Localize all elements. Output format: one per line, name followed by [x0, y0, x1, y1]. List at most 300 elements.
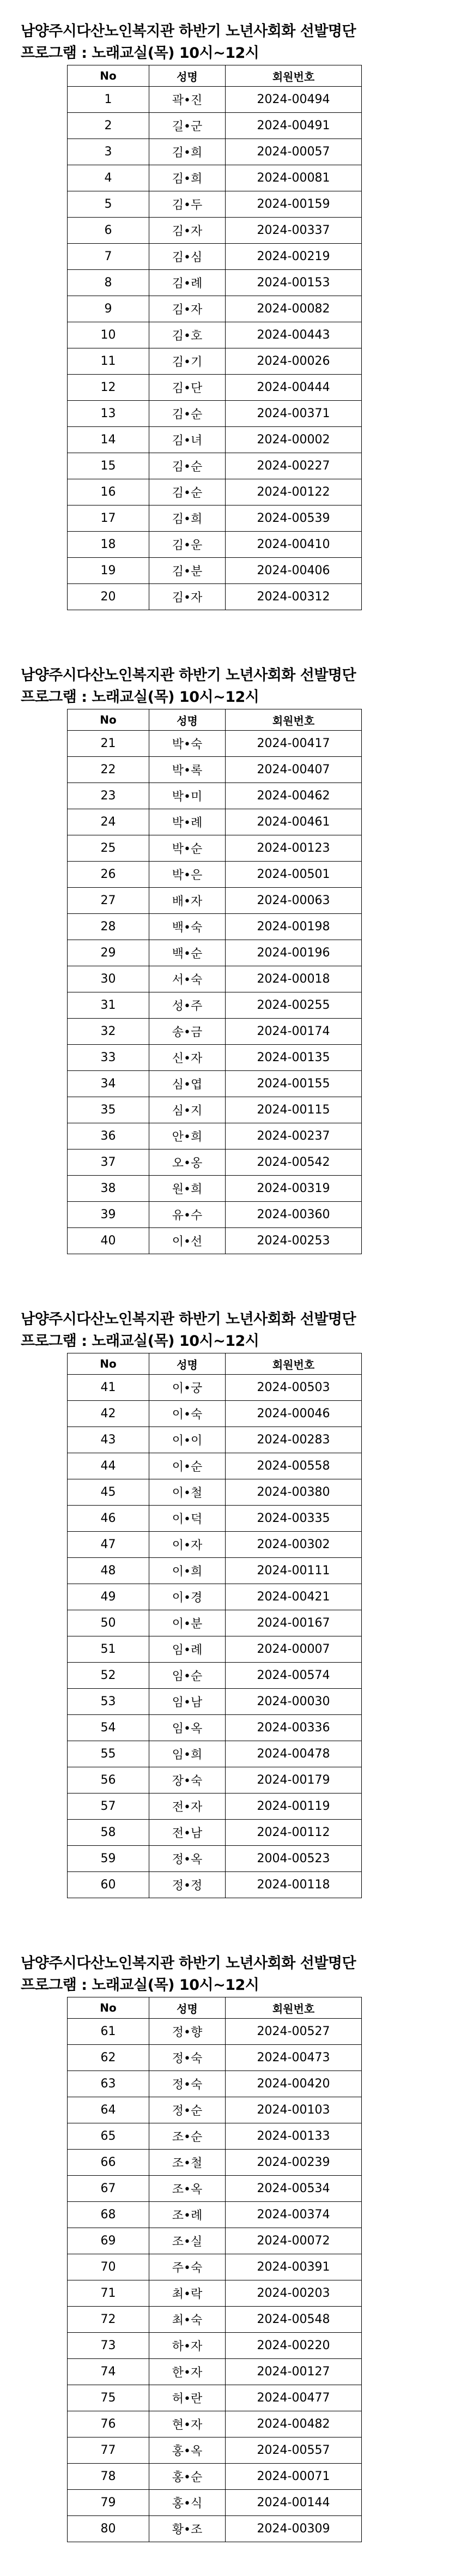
member-name: 홍•식: [149, 2490, 226, 2516]
member-name: 정•숙: [149, 2071, 226, 2097]
row-number: 1: [68, 87, 149, 113]
member-id: 2024-00462: [226, 783, 362, 809]
row-number: 42: [68, 1401, 149, 1427]
member-name: 성•주: [149, 992, 226, 1019]
member-name: 조•실: [149, 2228, 226, 2254]
table-row: [68, 218, 362, 244]
header-member-no: 회원번호: [226, 709, 362, 731]
table-row: [68, 2045, 362, 2071]
table-row: [68, 532, 362, 558]
row-number: 77: [68, 2437, 149, 2464]
table-row: [68, 191, 362, 218]
header-member-no: 회원번호: [226, 1997, 362, 2019]
table-row: [68, 2254, 362, 2280]
member-name: 신•자: [149, 1045, 226, 1071]
row-number: 58: [68, 1820, 149, 1846]
member-id: 2024-00237: [226, 1123, 362, 1149]
member-id: 2004-00523: [226, 1846, 362, 1872]
row-number: 43: [68, 1427, 149, 1453]
row-number: 2: [68, 113, 149, 139]
member-name: 유•수: [149, 1202, 226, 1228]
document-title: 남양주시다산노인복지관 하반기 노년사회화 선발명단: [21, 667, 356, 684]
row-number: 68: [68, 2202, 149, 2228]
header-member-no: 회원번호: [226, 1353, 362, 1375]
table-row: [68, 270, 362, 296]
row-number: 53: [68, 1689, 149, 1715]
table-row: [68, 2097, 362, 2123]
member-name: 허•란: [149, 2385, 226, 2411]
header-name: 성명: [149, 1997, 226, 2019]
member-id: 2024-00153: [226, 270, 362, 296]
member-name: 이•이: [149, 1427, 226, 1453]
member-id: 2024-00371: [226, 401, 362, 427]
member-name: 박•미: [149, 783, 226, 809]
roster-table: [67, 1997, 362, 2542]
table-row: [68, 1479, 362, 1506]
table-row: [68, 427, 362, 453]
member-id: 2024-00421: [226, 1584, 362, 1610]
table-header-row: [68, 65, 362, 87]
table-row: [68, 1715, 362, 1741]
member-name: 김•순: [149, 453, 226, 479]
row-number: 11: [68, 348, 149, 375]
member-name: 백•숙: [149, 914, 226, 940]
table-row: [68, 2123, 362, 2150]
member-name: 임•옥: [149, 1715, 226, 1741]
table-row: [68, 1584, 362, 1610]
row-number: 32: [68, 1019, 149, 1045]
table-row: [68, 1019, 362, 1045]
member-id: 2024-00407: [226, 757, 362, 783]
member-id: 2024-00071: [226, 2464, 362, 2490]
row-number: 28: [68, 914, 149, 940]
member-name: 하•자: [149, 2333, 226, 2359]
row-number: 26: [68, 862, 149, 888]
member-id: 2024-00179: [226, 1767, 362, 1793]
row-number: 59: [68, 1846, 149, 1872]
document-title: 남양주시다산노인복지관 하반기 노년사회화 선발명단: [21, 1311, 356, 1328]
member-id: 2024-00337: [226, 218, 362, 244]
table-row: [68, 1689, 362, 1715]
row-number: 40: [68, 1228, 149, 1254]
member-name: 김•희: [149, 165, 226, 191]
table-row: [68, 1401, 362, 1427]
member-id: 2024-00557: [226, 2437, 362, 2464]
member-name: 심•엽: [149, 1071, 226, 1097]
table-row: [68, 2150, 362, 2176]
member-name: 전•자: [149, 1793, 226, 1820]
row-number: 10: [68, 322, 149, 348]
member-id: 2024-00135: [226, 1045, 362, 1071]
row-number: 66: [68, 2150, 149, 2176]
member-id: 2024-00007: [226, 1636, 362, 1663]
member-id: 2024-00174: [226, 1019, 362, 1045]
member-name: 이•궁: [149, 1375, 226, 1401]
table-row: [68, 1846, 362, 1872]
table-row: [68, 2176, 362, 2202]
member-name: 이•경: [149, 1584, 226, 1610]
row-number: 48: [68, 1558, 149, 1584]
member-id: 2024-00319: [226, 1176, 362, 1202]
member-name: 정•정: [149, 1872, 226, 1898]
member-id: 2024-00063: [226, 888, 362, 914]
table-row: [68, 2385, 362, 2411]
table-row: [68, 87, 362, 113]
member-name: 김•운: [149, 532, 226, 558]
member-name: 홍•순: [149, 2464, 226, 2490]
row-number: 38: [68, 1176, 149, 1202]
table-header-row: [68, 709, 362, 731]
member-name: 주•숙: [149, 2254, 226, 2280]
member-id: 2024-00417: [226, 731, 362, 757]
row-number: 75: [68, 2385, 149, 2411]
member-id: 2024-00122: [226, 479, 362, 505]
member-name: 김•녀: [149, 427, 226, 453]
table-row: [68, 1558, 362, 1584]
table-row: [68, 453, 362, 479]
row-number: 44: [68, 1453, 149, 1479]
member-name: 김•단: [149, 375, 226, 401]
roster-table: [67, 65, 362, 610]
member-id: 2024-00082: [226, 296, 362, 322]
row-number: 62: [68, 2045, 149, 2071]
member-id: 2024-00155: [226, 1071, 362, 1097]
table-row: [68, 244, 362, 270]
table-row: [68, 2019, 362, 2045]
table-row: [68, 1097, 362, 1123]
member-name: 심•지: [149, 1097, 226, 1123]
table-row: [68, 1793, 362, 1820]
row-number: 8: [68, 270, 149, 296]
member-id: 2024-00336: [226, 1715, 362, 1741]
member-id: 2024-00574: [226, 1663, 362, 1689]
header-no: No: [68, 1353, 149, 1375]
member-id: 2024-00167: [226, 1610, 362, 1636]
member-id: 2024-00491: [226, 113, 362, 139]
header-no: No: [68, 1997, 149, 2019]
table-row: [68, 1741, 362, 1767]
program-line: 프로그램 : 노래교실(목) 10시~12시: [21, 1333, 259, 1350]
table-row: [68, 992, 362, 1019]
table-row: [68, 1663, 362, 1689]
row-number: 33: [68, 1045, 149, 1071]
table-row: [68, 375, 362, 401]
table-row: [68, 914, 362, 940]
table-row: [68, 113, 362, 139]
table-row: [68, 835, 362, 862]
row-number: 39: [68, 1202, 149, 1228]
member-name: 이•철: [149, 1479, 226, 1506]
member-name: 한•자: [149, 2359, 226, 2385]
table-row: [68, 783, 362, 809]
table-row: [68, 809, 362, 835]
member-name: 김•례: [149, 270, 226, 296]
table-row: [68, 1767, 362, 1793]
table-row: [68, 1427, 362, 1453]
member-name: 송•금: [149, 1019, 226, 1045]
row-number: 41: [68, 1375, 149, 1401]
member-name: 임•순: [149, 1663, 226, 1689]
roster-table: [67, 709, 362, 1254]
row-number: 22: [68, 757, 149, 783]
member-id: 2024-00312: [226, 584, 362, 610]
row-number: 5: [68, 191, 149, 218]
table-row: [68, 2437, 362, 2464]
member-name: 박•록: [149, 757, 226, 783]
member-id: 2024-00046: [226, 1401, 362, 1427]
table-row: [68, 1375, 362, 1401]
row-number: 54: [68, 1715, 149, 1741]
member-id: 2024-00443: [226, 322, 362, 348]
header-no: No: [68, 709, 149, 731]
row-number: 47: [68, 1532, 149, 1558]
table-row: [68, 139, 362, 165]
row-number: 36: [68, 1123, 149, 1149]
row-number: 29: [68, 940, 149, 966]
member-id: 2024-00198: [226, 914, 362, 940]
row-number: 76: [68, 2411, 149, 2437]
member-name: 박•례: [149, 809, 226, 835]
member-id: 2024-00482: [226, 2411, 362, 2437]
member-id: 2024-00539: [226, 505, 362, 532]
row-number: 56: [68, 1767, 149, 1793]
table-row: [68, 862, 362, 888]
row-number: 52: [68, 1663, 149, 1689]
row-number: 78: [68, 2464, 149, 2490]
table-row: [68, 757, 362, 783]
table-row: [68, 1045, 362, 1071]
program-line: 프로그램 : 노래교실(목) 10시~12시: [21, 45, 259, 62]
row-number: 57: [68, 1793, 149, 1820]
table-row: [68, 940, 362, 966]
member-id: 2024-00410: [226, 532, 362, 558]
member-id: 2024-00542: [226, 1149, 362, 1176]
member-id: 2024-00534: [226, 2176, 362, 2202]
member-name: 백•순: [149, 940, 226, 966]
row-number: 20: [68, 584, 149, 610]
member-name: 김•심: [149, 244, 226, 270]
member-id: 2024-00239: [226, 2150, 362, 2176]
table-row: [68, 1506, 362, 1532]
row-number: 79: [68, 2490, 149, 2516]
table-row: [68, 348, 362, 375]
member-id: 2024-00406: [226, 558, 362, 584]
row-number: 80: [68, 2516, 149, 2542]
header-name: 성명: [149, 709, 226, 731]
member-name: 원•희: [149, 1176, 226, 1202]
member-name: 김•자: [149, 218, 226, 244]
member-id: 2024-00118: [226, 1872, 362, 1898]
program-line: 프로그램 : 노래교실(목) 10시~12시: [21, 689, 259, 706]
table-row: [68, 2359, 362, 2385]
member-id: 2024-00119: [226, 1793, 362, 1820]
member-name: 전•남: [149, 1820, 226, 1846]
table-row: [68, 1202, 362, 1228]
member-id: 2024-00115: [226, 1097, 362, 1123]
table-row: [68, 296, 362, 322]
member-name: 안•희: [149, 1123, 226, 1149]
member-name: 박•은: [149, 862, 226, 888]
row-number: 60: [68, 1872, 149, 1898]
member-id: 2024-00220: [226, 2333, 362, 2359]
member-id: 2024-00026: [226, 348, 362, 375]
member-id: 2024-00558: [226, 1453, 362, 1479]
member-id: 2024-00374: [226, 2202, 362, 2228]
program-line: 프로그램 : 노래교실(목) 10시~12시: [21, 1977, 259, 1994]
table-row: [68, 2411, 362, 2437]
row-number: 35: [68, 1097, 149, 1123]
table-row: [68, 731, 362, 757]
member-name: 정•향: [149, 2019, 226, 2045]
row-number: 51: [68, 1636, 149, 1663]
row-number: 19: [68, 558, 149, 584]
member-id: 2024-00548: [226, 2307, 362, 2333]
member-name: 김•자: [149, 584, 226, 610]
row-number: 24: [68, 809, 149, 835]
row-number: 27: [68, 888, 149, 914]
member-name: 조•철: [149, 2150, 226, 2176]
member-name: 현•자: [149, 2411, 226, 2437]
member-name: 정•순: [149, 2097, 226, 2123]
row-number: 73: [68, 2333, 149, 2359]
header-no: No: [68, 65, 149, 87]
member-name: 최•숙: [149, 2307, 226, 2333]
table-row: [68, 1149, 362, 1176]
row-number: 18: [68, 532, 149, 558]
row-number: 6: [68, 218, 149, 244]
member-name: 배•자: [149, 888, 226, 914]
member-name: 박•순: [149, 835, 226, 862]
table-row: [68, 165, 362, 191]
member-id: 2024-00111: [226, 1558, 362, 1584]
member-id: 2024-00494: [226, 87, 362, 113]
member-name: 최•락: [149, 2280, 226, 2307]
member-id: 2024-00227: [226, 453, 362, 479]
member-name: 이•순: [149, 1453, 226, 1479]
table-row: [68, 1123, 362, 1149]
member-id: 2024-00123: [226, 835, 362, 862]
member-name: 임•희: [149, 1741, 226, 1767]
row-number: 70: [68, 2254, 149, 2280]
member-id: 2024-00477: [226, 2385, 362, 2411]
member-name: 김•기: [149, 348, 226, 375]
member-name: 김•희: [149, 505, 226, 532]
member-id: 2024-00002: [226, 427, 362, 453]
row-number: 61: [68, 2019, 149, 2045]
row-number: 50: [68, 1610, 149, 1636]
table-header-row: [68, 1997, 362, 2019]
member-id: 2024-00283: [226, 1427, 362, 1453]
member-name: 조•례: [149, 2202, 226, 2228]
table-row: [68, 1228, 362, 1254]
member-name: 이•분: [149, 1610, 226, 1636]
member-name: 이•희: [149, 1558, 226, 1584]
member-id: 2024-00159: [226, 191, 362, 218]
table-row: [68, 505, 362, 532]
table-row: [68, 322, 362, 348]
row-number: 13: [68, 401, 149, 427]
member-name: 황•조: [149, 2516, 226, 2542]
member-id: 2024-00018: [226, 966, 362, 992]
document-title: 남양주시다산노인복지관 하반기 노년사회화 선발명단: [21, 23, 356, 40]
table-row: [68, 2307, 362, 2333]
row-number: 65: [68, 2123, 149, 2150]
member-id: 2024-00103: [226, 2097, 362, 2123]
member-name: 이•자: [149, 1532, 226, 1558]
member-name: 김•자: [149, 296, 226, 322]
member-id: 2024-00473: [226, 2045, 362, 2071]
member-name: 길•군: [149, 113, 226, 139]
member-name: 이•선: [149, 1228, 226, 1254]
member-id: 2024-00503: [226, 1375, 362, 1401]
member-id: 2024-00127: [226, 2359, 362, 2385]
member-id: 2024-00030: [226, 1689, 362, 1715]
row-number: 25: [68, 835, 149, 862]
header-member-no: 회원번호: [226, 65, 362, 87]
row-number: 69: [68, 2228, 149, 2254]
member-id: 2024-00255: [226, 992, 362, 1019]
row-number: 31: [68, 992, 149, 1019]
row-number: 63: [68, 2071, 149, 2097]
member-id: 2024-00309: [226, 2516, 362, 2542]
row-number: 64: [68, 2097, 149, 2123]
row-number: 16: [68, 479, 149, 505]
member-name: 오•옹: [149, 1149, 226, 1176]
table-row: [68, 2280, 362, 2307]
member-name: 서•숙: [149, 966, 226, 992]
row-number: 49: [68, 1584, 149, 1610]
table-row: [68, 479, 362, 505]
member-id: 2024-00112: [226, 1820, 362, 1846]
row-number: 9: [68, 296, 149, 322]
table-row: [68, 966, 362, 992]
member-id: 2024-00196: [226, 940, 362, 966]
member-name: 장•숙: [149, 1767, 226, 1793]
member-id: 2024-00420: [226, 2071, 362, 2097]
table-row: [68, 1453, 362, 1479]
row-number: 71: [68, 2280, 149, 2307]
table-row: [68, 1872, 362, 1898]
row-number: 4: [68, 165, 149, 191]
header-name: 성명: [149, 1353, 226, 1375]
member-name: 김•두: [149, 191, 226, 218]
table-row: [68, 1176, 362, 1202]
table-row: [68, 888, 362, 914]
row-number: 72: [68, 2307, 149, 2333]
member-name: 김•호: [149, 322, 226, 348]
member-id: 2024-00203: [226, 2280, 362, 2307]
member-id: 2024-00380: [226, 1479, 362, 1506]
member-name: 이•숙: [149, 1401, 226, 1427]
table-row: [68, 1610, 362, 1636]
table-row: [68, 2228, 362, 2254]
table-row: [68, 2333, 362, 2359]
member-id: 2024-00219: [226, 244, 362, 270]
roster-table: [67, 1353, 362, 1898]
row-number: 46: [68, 1506, 149, 1532]
row-number: 34: [68, 1071, 149, 1097]
member-name: 홍•옥: [149, 2437, 226, 2464]
table-row: [68, 401, 362, 427]
member-name: 정•숙: [149, 2045, 226, 2071]
member-id: 2024-00057: [226, 139, 362, 165]
member-name: 정•옥: [149, 1846, 226, 1872]
table-row: [68, 2516, 362, 2542]
member-id: 2024-00335: [226, 1506, 362, 1532]
table-row: [68, 2202, 362, 2228]
member-name: 이•덕: [149, 1506, 226, 1532]
member-name: 조•순: [149, 2123, 226, 2150]
